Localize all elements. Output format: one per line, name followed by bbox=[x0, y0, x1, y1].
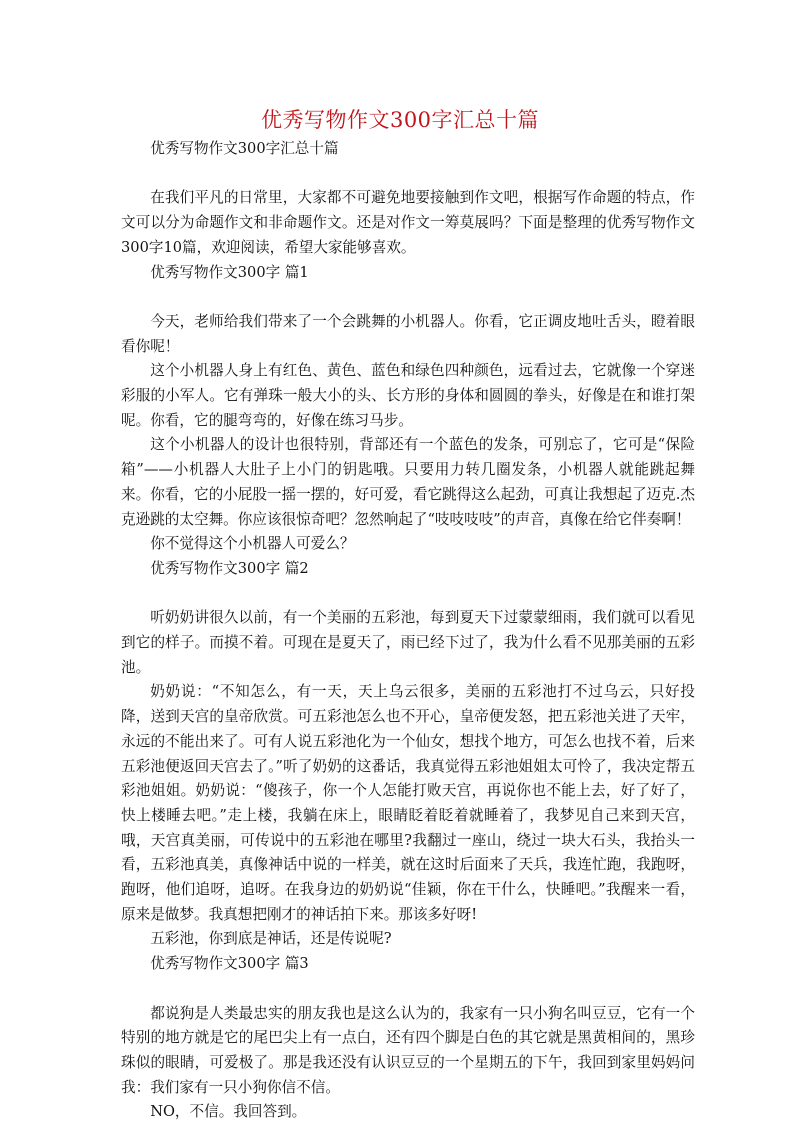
subtitle-line: 优秀写物作文300字汇总十篇 bbox=[150, 140, 339, 157]
body-paragraph: 你不觉得这个小机器人可爱么？ bbox=[150, 535, 355, 553]
blank-line bbox=[121, 162, 695, 187]
body-paragraph: 这个小机器人身上有红色、黄色、蓝色和绿色四种颜色，远看过去，它就像一个穿迷彩服的小军人。它有弹珠一般大小的头、长方形的身体和圆圆的拳头，好像是在和谁打架呢。你看，它的腿弯弯的，好像在练习马步。 bbox=[121, 362, 695, 429]
document-body bbox=[121, 137, 695, 1125]
section-heading-1: 优秀写物作文300字 篇1 bbox=[150, 263, 309, 281]
body-paragraph: 五彩池，你到底是神话，还是传说呢? bbox=[150, 930, 392, 948]
body-paragraph: NO，不信。我回答到。 bbox=[150, 1103, 307, 1121]
body-paragraph: 都说狗是人类最忠实的朋友我也是这么认为的，我家有一只小狗名叫豆豆，它有一个特别的地方就是它的尾巴尖上有一点白，还有四个脚是白色的其它就是黑黄相间的，黑珍珠似的眼睛，可爱极了。那是我还没有认识豆豆的一个星期五的下午，我回到家里妈妈问我：我们家有一只小狗你信不信。 bbox=[121, 1004, 695, 1096]
section-heading-2: 优秀写物作文300字 篇2 bbox=[150, 559, 309, 577]
body-paragraph: 今天，老师给我们带来了一个会跳舞的小机器人。你看，它正调皮地吐舌头，瞪着眼看你呢！ bbox=[121, 312, 695, 355]
document-title: 优秀写物作文300字汇总十篇 bbox=[260, 108, 540, 132]
section-heading-3: 优秀写物作文300字 篇3 bbox=[150, 955, 309, 973]
blank-line bbox=[121, 977, 695, 1002]
body-paragraph: 奶奶说：“不知怎么，有一天，天上乌云很多，美丽的五彩池打不过乌云，只好投降，送到天宫的皇帝欣赏。可五彩池怎么也不开心，皇帝便发怒，把五彩池关进了天牢，永远的不能出来了。可有人说五彩池化为一个仙女，想找个地方，可怎么也找不着，后来五彩池便返回天宫去了。”听了奶奶的这番话，我真觉得五彩池姐姐太可怜了，我决定帮五彩池姐姐。奶奶说：“傻孩子，你一个人怎能打败天宫，再说你也不能上去，好了好了，快上楼睡去吧。”走上楼，我躺在床上，眼睛眨着眨着就睡着了，我梦见自己来到天宫，哦，天宫真美丽，可传说中的五彩池在哪里?我翻过一座山，绕过一块大石头，我抬头一看，五彩池真美，真像神话中说的一样美，就在这时后面来了天兵，我连忙跑，我跑呀，跑呀，他们追呀，追呀。在我身边的奶奶说“佳颖，你在干什么，快睡吧。”我醒来一看，原来是做梦。我真想把刚才的神话拍下来。那该多好呀! bbox=[121, 683, 695, 923]
body-paragraph: 听奶奶讲很久以前，有一个美丽的五彩池，每到夏天下过蒙蒙细雨，我们就可以看见到它的样子。而摸不着。可现在是夏天了，雨已经下过了，我为什么看不见那美丽的五彩池。 bbox=[121, 609, 695, 676]
blank-line bbox=[121, 285, 695, 310]
intro-paragraph: 在我们平凡的日常里，大家都不可避免地要接触到作文吧，根据写作命题的特点，作文可以分为命题作文和非命题作文。还是对作文一筹莫展吗？下面是整理的优秀写物作文300字10篇，欢迎阅读，希望大家能够喜欢。 bbox=[121, 189, 695, 256]
blank-line bbox=[121, 582, 695, 607]
body-paragraph: 这个小机器人的设计也很特别，背部还有一个蓝色的发条，可别忘了，它可是“保险箱”——小机器人大肚子上小门的钥匙哦。只要用力转几圈发条，小机器人就能跳起舞来。你看，它的小屁股一摇一摆的，好可爱，看它跳得这么起劲，可真让我想起了迈克.杰克逊跳的太空舞。你应该很惊奇吧？忽然响起了“吱吱吱吱”的声音，真像在给它伴奏啊！ bbox=[121, 436, 695, 528]
